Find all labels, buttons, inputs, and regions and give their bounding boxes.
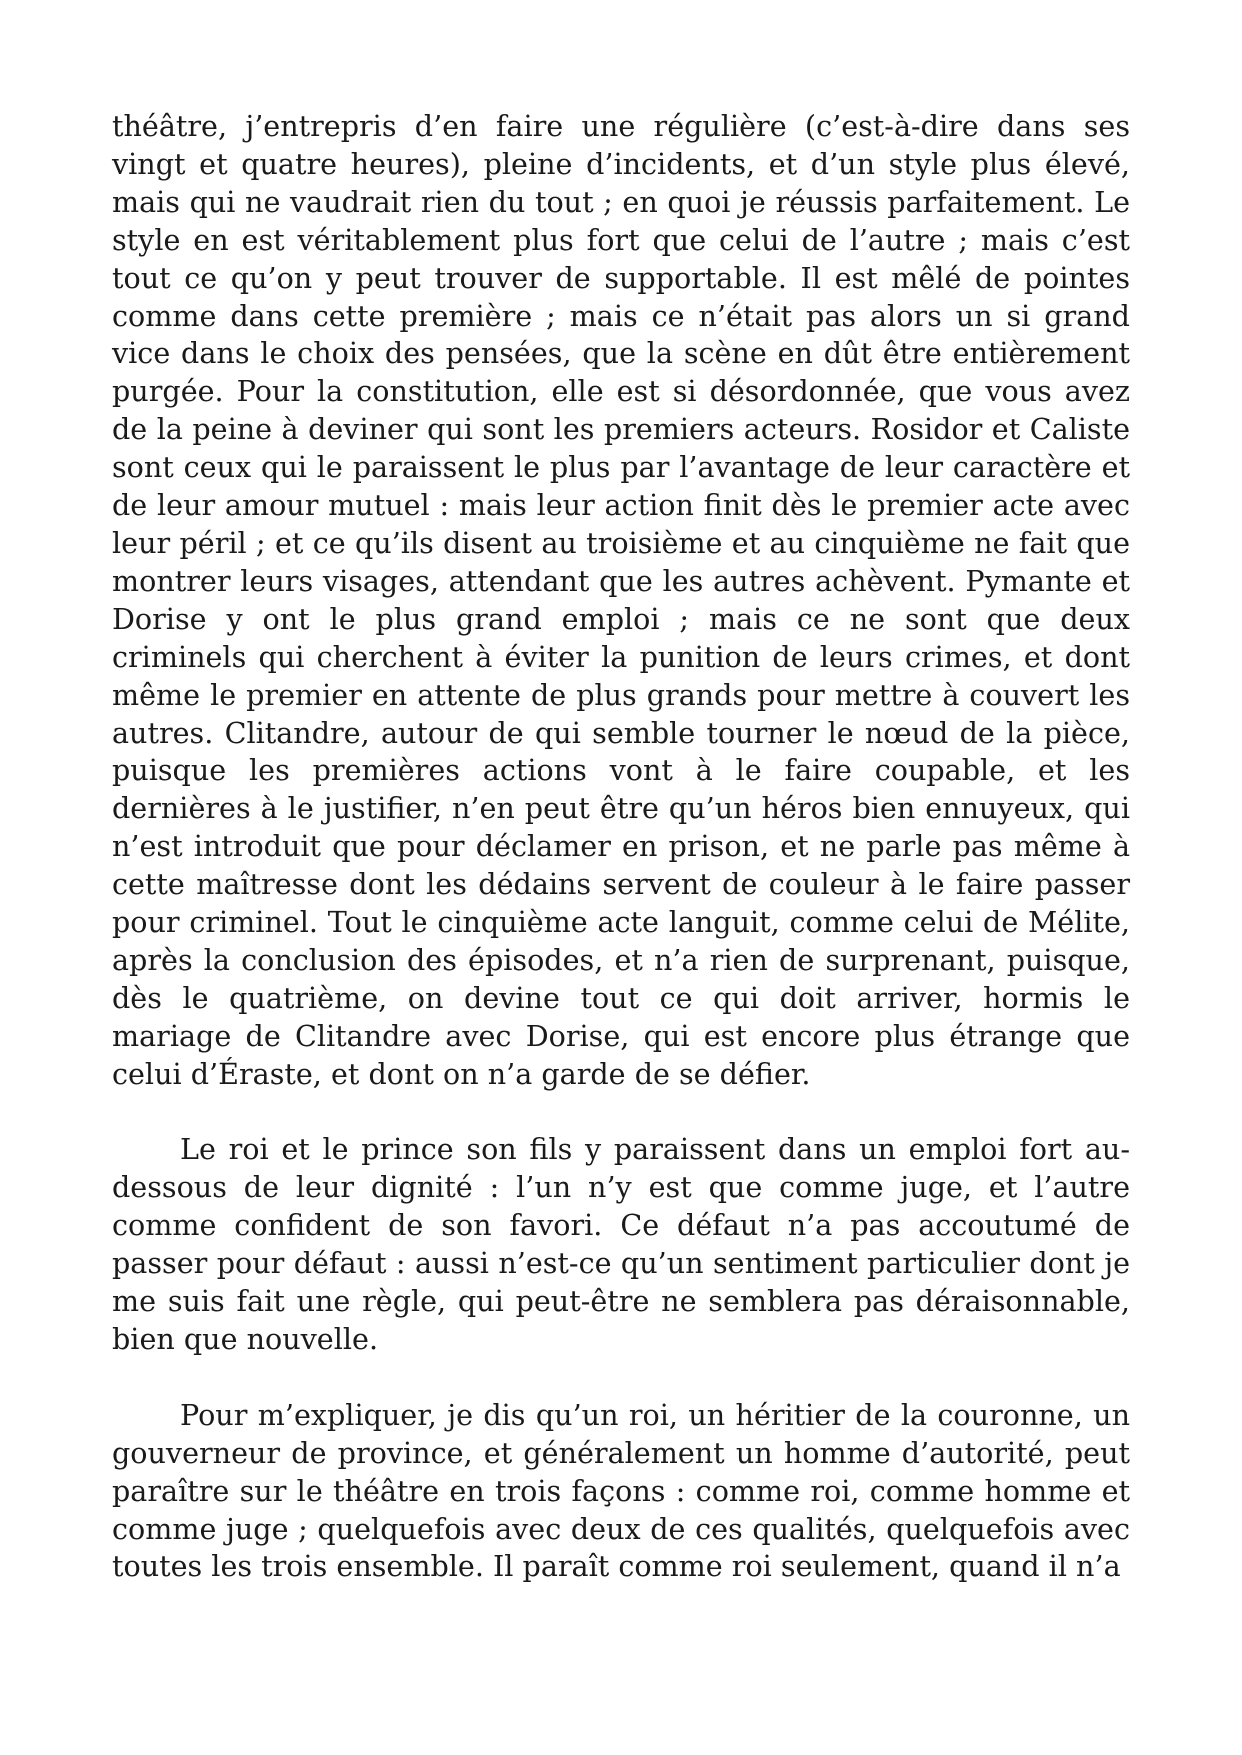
paragraph-3: Pour m’expliquer, je dis qu’un roi, un héritier de la couronne, un gouverneur de province, et généralement un homme d’autorité, peut paraître sur le théâtre en trois façons : comme roi, comme homme et comme juge ; quelquefois avec deux de ces qualités, quelquefois avec toutes les trois ensemble. Il paraît comme roi seulement, quand il n’a — [112, 1397, 1130, 1584]
paragraph-1: théâtre, j’entrepris d’en faire une régulière (c’est-à-dire dans ses vingt et quatre heures), pleine d’incidents, et d’un style plus élevé, mais qui ne vaudrait rien du tout ; en quoi je réussis parfaitement. Le style en est véritablement plus fort que celui de l’autre ; mais c’est tout ce qu’on y peut trouver de supportable. Il est mêlé de pointes comme dans cette première ; mais ce n’était pas alors un si grand vice dans le choix des pensées, que la scène en dût être entièrement purgée. Pour la constitution, elle est si désordonnée, que vous avez de la peine à deviner qui sont les premiers acteurs. Rosidor et Caliste sont ceux qui le paraissent le plus par l’avantage de leur caractère et de leur amour mutuel : mais leur action finit dès le premier acte avec leur péril ; et ce qu’ils disent au troisième et au cinquième ne fait que montrer leurs visages, attendant que les autres achèvent. Pymante et Dorise y ont le plus grand emploi ; mais ce ne sont que deux criminels qui cherchent à éviter la punition de leurs crimes, et dont même le premier en attente de plus grands pour mettre à couvert les autres. Clitandre, autour de qui semble tourner le nœud de la pièce, puisque les premières actions vont à le faire coupable, et les dernières à le justifier, n’en peut être qu’un héros bien ennuyeux, qui n’est introduit que pour déclamer en prison, et ne parle pas même à cette maîtresse dont les dédains servent de couleur à le faire passer pour criminel. Tout le cinquième acte languit, comme celui de Mélite, après la conclusion des épisodes, et n’a rien de surprenant, puisque, dès le quatrième, on devine tout ce qui doit arriver, hormis le mariage de Clitandre avec Dorise, qui est encore plus étrange que celui d’Éraste, et dont on n’a garde de se défier. — [112, 109, 1130, 1091]
paragraph-2: Le roi et le prince son fils y paraissent dans un emploi fort au-dessous de leur dignité : l’un n’y est que comme juge, et l’autre comme confident de son favori. Ce défaut n’a pas accoutumé de passer pour défaut : aussi n’est-ce qu’un sentiment particulier dont je me suis fait une règle, qui peut-être ne semblera pas déraisonnable, bien que nouvelle. — [112, 1132, 1130, 1356]
document-page — [112, 108, 1130, 1586]
